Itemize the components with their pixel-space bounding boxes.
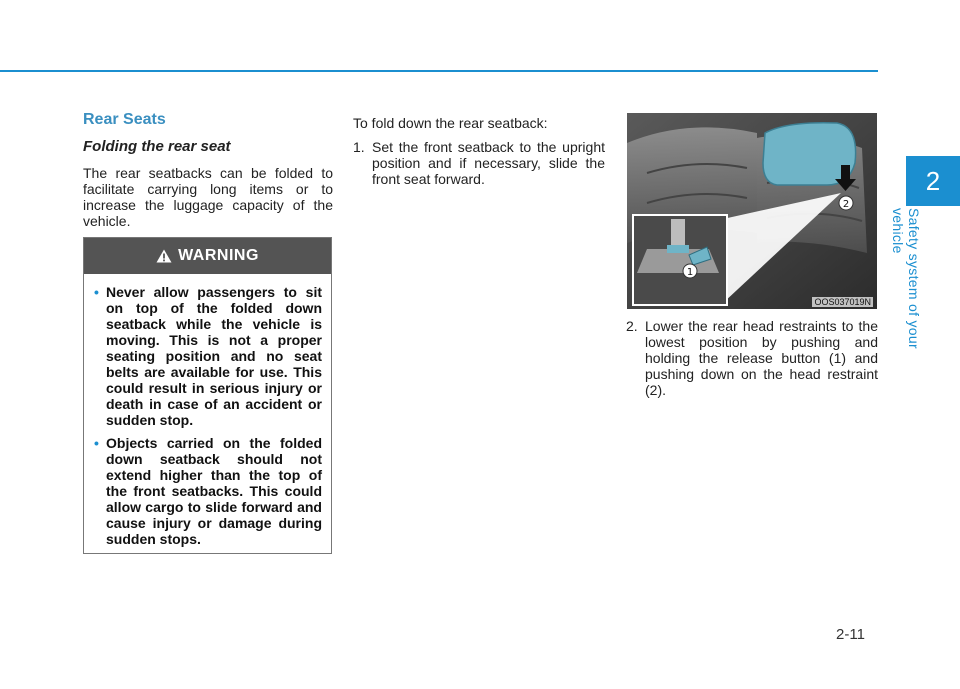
chapter-tab: 2 xyxy=(906,156,960,206)
warning-list xyxy=(84,274,331,547)
warning-item-text: Objects carried on the folded down seatback should not extend higher than the top of the front seatbacks. This could allow cargo to slide forward and cause injury or damage during sudden stops. xyxy=(106,435,322,547)
warning-header xyxy=(84,238,331,274)
step-1 xyxy=(353,139,605,187)
seat-photo xyxy=(627,113,877,309)
callout-2: 2 xyxy=(842,199,850,210)
warning-item xyxy=(94,435,322,547)
bullet-icon: • xyxy=(94,284,99,300)
bullet-icon: • xyxy=(94,435,99,451)
instructions-lead: To fold down the rear seatback: xyxy=(353,115,548,131)
warning-triangle-icon xyxy=(156,249,172,263)
chapter-title: Safety system of your vehicle xyxy=(890,208,922,349)
step-number: 2. xyxy=(626,318,638,334)
page-number: 2-11 xyxy=(836,626,865,643)
middle-column xyxy=(353,115,605,187)
step-number: 1. xyxy=(353,139,365,155)
left-column xyxy=(83,110,333,229)
warning-item xyxy=(94,284,322,428)
intro-paragraph: The rear seatbacks can be folded to facilitate carrying long items or to increase the luggage capacity of the vehicle. xyxy=(83,165,333,229)
warning-item-text: Never allow passengers to sit on top of the folded down seatback while the vehicle is moving. This is not a proper seating position and no seat belts are available for use. This could result in serious injury or death in case of an accident or sudden stop. xyxy=(106,284,322,428)
warning-box xyxy=(83,237,332,554)
step-2 xyxy=(626,318,878,398)
seat-illustration xyxy=(627,113,877,309)
step-text: Lower the rear head restraints to the lowest position by pushing and holding the release button (1) and pushing down on the head restraint (2). xyxy=(645,318,878,398)
header-rule xyxy=(0,70,878,72)
step-text: Set the front seatback to the upright position and if necessary, slide the front seat forward. xyxy=(372,139,605,187)
callout-1: 1 xyxy=(686,267,694,278)
right-column xyxy=(626,318,878,398)
subsection-title: Folding the rear seat xyxy=(83,138,231,155)
warning-title: WARNING xyxy=(178,247,259,264)
section-title: Rear Seats xyxy=(83,111,166,128)
figure-code: OOS037019N xyxy=(814,297,871,307)
